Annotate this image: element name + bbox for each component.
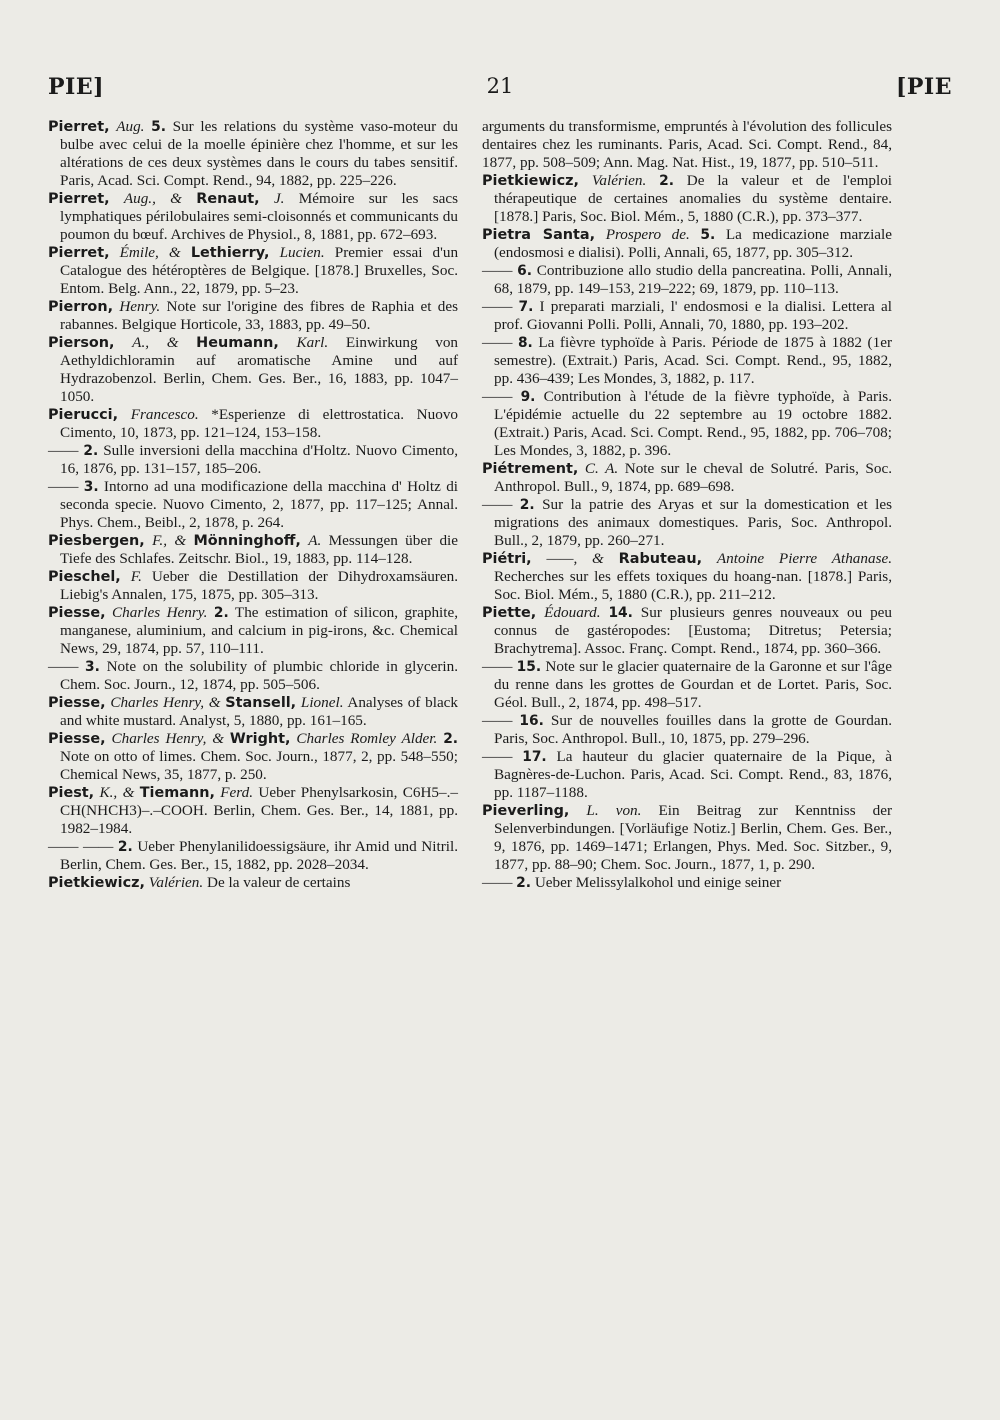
- author-surname: Pierucci,: [48, 407, 119, 423]
- entry-number: 14.: [608, 605, 633, 621]
- bib-entry: [48, 298, 458, 334]
- coauthor-surname: Tiemann,: [139, 785, 215, 801]
- coauthor-forename: J.: [273, 190, 285, 207]
- author-forename: K., &: [99, 784, 135, 801]
- entry-text: Messungen über die Tiefe des Schlafes. Zeitschr. Biol., 19, 1883, pp. 114–128.: [60, 532, 459, 567]
- page-number: 21: [486, 74, 514, 98]
- bib-entry: [48, 532, 458, 568]
- author-surname: Piétri,: [482, 551, 532, 567]
- entry-text: Contribution à l'étude de la fièvre typhoïde, à Paris. L'épidémie actuelle du 22 septembre au 19 octobre 1882. (Extrait.) Paris, Acad. Sci. Compt. Rend., 95, 1882, pp. 706–708; Les Mondes, 3, 1882, p. 396.: [494, 388, 893, 459]
- author-forename: Valérien.: [148, 874, 204, 891]
- ditto-dash: —— ——: [48, 838, 114, 855]
- coauthor-forename: Karl.: [296, 334, 329, 351]
- entry-text: Einwirkung von Aethyldichloramin auf aromatische Amine und auf Hydrazobenzol. Berlin, Chem. Ges. Ber., 16, 1883, pp. 1047–1050.: [60, 334, 459, 405]
- author-forename: ——, &: [546, 550, 604, 567]
- bib-entry: [482, 172, 892, 226]
- author-surname: Piesse,: [48, 605, 106, 621]
- author-surname: Pierret,: [48, 245, 110, 261]
- entry-text: Sur de nouvelles fouilles dans la grotte de Gourdan. Paris, Soc. Anthropol. Bull., 10, 1875, pp. 279–296.: [494, 712, 892, 747]
- author-surname: Piesbergen,: [48, 533, 145, 549]
- author-surname: Pierron,: [48, 299, 114, 315]
- coauthor-surname: Rabuteau,: [618, 551, 703, 567]
- author-surname: Pierret,: [48, 191, 110, 207]
- entry-text: De la valeur de certains: [207, 874, 351, 891]
- bib-entry: [482, 388, 892, 460]
- header-left-key: PIE]: [48, 74, 105, 100]
- entry-text: Recherches sur les effets toxiques du hoang-nan. [1878.] Paris, Soc. Biol. Mém., 5, 1880 (C.R.), pp. 211–212.: [494, 568, 892, 603]
- ditto-dash: ——: [482, 658, 513, 675]
- running-header: [48, 74, 952, 108]
- author-surname: Pieverling,: [482, 803, 570, 819]
- author-forename: A., &: [132, 334, 179, 351]
- coauthor-forename: Lionel.: [300, 694, 344, 711]
- author-forename: Charles Henry, &: [110, 694, 221, 711]
- ditto-dash: ——: [48, 478, 79, 495]
- bib-entry: [482, 262, 892, 298]
- coauthor-forename: Antoine Pierre Athanase.: [716, 550, 893, 567]
- bib-entry: [482, 496, 892, 550]
- coauthor-surname: Lethierry,: [190, 245, 270, 261]
- bib-entry: [48, 784, 458, 838]
- entry-text: Analyses of black and white mustard. Analyst, 5, 1880, pp. 161–165.: [60, 694, 459, 729]
- author-surname: Piesse,: [48, 695, 106, 711]
- author-forename: F., &: [152, 532, 187, 549]
- entry-number: 2.: [516, 875, 532, 891]
- author-surname: Pierret,: [48, 119, 110, 135]
- entry-text: Note on the solubility of plumbic chloride in glycerin. Chem. Soc. Journ., 12, 1874, pp. 505–506.: [60, 658, 459, 693]
- author-surname: Pierson,: [48, 335, 115, 351]
- ditto-dash: ——: [482, 748, 513, 765]
- bib-entry: [48, 730, 458, 784]
- entry-text: *Esperienze di elettrostatica. Nuovo Cimento, 10, 1873, pp. 121–124, 153–158.: [60, 406, 459, 441]
- coauthor-forename: Lucien.: [279, 244, 325, 261]
- author-surname: Piétrement,: [482, 461, 579, 477]
- entry-text: Sulle inversioni della macchina d'Holtz. Nuovo Cimento, 16, 1876, pp. 131–157, 185–206.: [60, 442, 459, 477]
- ditto-dash: ——: [482, 298, 513, 315]
- entry-text: La hauteur du glacier quaternaire de la Pique, à Bagnères-de-Luchon. Paris, Acad. Sci. Compt. Rend., 83, 1876, pp. 1187–1188.: [494, 748, 893, 801]
- entry-number: 2.: [83, 443, 99, 459]
- entry-number: 2.: [443, 731, 459, 747]
- entry-text: Contribuzione allo studio della pancreatina. Polli, Annali, 68, 1879, pp. 149–153, 219–222; 69, 1879, pp. 110–113.: [494, 262, 893, 297]
- bib-entry: [48, 658, 458, 694]
- coauthor-surname: Renaut,: [196, 191, 260, 207]
- bib-entry: [482, 118, 892, 172]
- ditto-dash: ——: [482, 262, 513, 279]
- entry-number: 3.: [85, 659, 100, 675]
- entry-number: 9.: [520, 389, 536, 405]
- author-surname: Pietkiewicz,: [48, 875, 145, 891]
- coauthor-forename: Charles Romley Alder.: [296, 730, 438, 747]
- entry-number: 15.: [516, 659, 542, 675]
- author-forename: Valérien.: [591, 172, 647, 189]
- bib-entry: [48, 334, 458, 406]
- ditto-dash: ——: [482, 496, 513, 513]
- entry-number: 2.: [519, 497, 535, 513]
- right-column: [482, 118, 892, 892]
- entry-text: Premier essai d'un Catalogue des hétéroptères de Belgique. [1878.] Bruxelles, Soc. Entom. Belg. Ann., 22, 1879, pp. 5–23.: [60, 244, 459, 297]
- header-right-key: [PIE: [895, 74, 952, 100]
- entry-text: Ein Beitrag zur Kenntniss der Selenverbindungen. [Vorläufige Notiz.] Berlin, Chem. Ges. Ber., 9, 1876, pp. 1469–1471; Erlangen, Phys. Med. Soc. Sitzber., 9, 1877, pp. 88–90; Chem. Soc. Journ., 1877, 1, p. 290.: [494, 802, 893, 873]
- bib-entry: [48, 244, 458, 298]
- entry-text: Ueber Phenylsarkosin, C6H5–.–CH(NHCH3)–.–COOH. Berlin, Chem. Ges. Ber., 14, 1881, pp. 1982–1984.: [60, 784, 459, 837]
- author-surname: Piest,: [48, 785, 95, 801]
- bib-entry: [48, 604, 458, 658]
- bib-entry: [482, 874, 892, 892]
- bib-entry: [482, 298, 892, 334]
- entry-number: 7.: [518, 299, 534, 315]
- entry-text: Note sur l'origine des fibres de Raphia et des rabannes. Belgique Horticole, 33, 1883, pp. 49–50.: [60, 298, 459, 333]
- ditto-dash: ——: [48, 658, 79, 675]
- entry-number: 17.: [522, 749, 547, 765]
- bib-entry: [482, 550, 892, 604]
- ditto-dash: ——: [482, 334, 513, 351]
- author-forename: Aug.: [116, 118, 145, 135]
- author-forename: Émile, &: [119, 244, 181, 261]
- entry-text: De la valeur et de l'emploi thérapeutique de certaines anomalies du système dentaire. [1878.] Paris, Soc. Biol. Mém., 5, 1880 (C.R.), pp. 373–377.: [494, 172, 893, 225]
- entry-text: Sur les relations du système vaso-moteur du bulbe avec celui de la moelle épinière chez l'homme, et sur les altérations de ces deux systèmes dans le cours du tabes sensitif. Paris, Acad. Sci. Compt. Rend., 94, 1882, pp. 225–226.: [60, 118, 459, 189]
- entry-text: Ueber Melissylalkohol und einige seiner: [534, 874, 782, 891]
- bib-entry: [482, 604, 892, 658]
- coauthor-surname: Mönninghoff,: [193, 533, 301, 549]
- entry-text: Note sur le glacier quaternaire de la Garonne et sur l'âge du renne dans les grottes de Gourdan et de Lortet. Paris, Soc. Géol. Bull., 2, 1874, pp. 498–517.: [494, 658, 892, 711]
- bib-entry: [482, 460, 892, 496]
- ditto-dash: ——: [482, 874, 513, 891]
- coauthor-surname: Heumann,: [196, 335, 279, 351]
- author-surname: Pieschel,: [48, 569, 121, 585]
- entry-text: Ueber die Destillation der Dihydroxamsäuren. Liebig's Annalen, 175, 1875, pp. 305–313.: [60, 568, 458, 603]
- author-forename: C. A.: [584, 460, 619, 477]
- coauthor-surname: Wright,: [229, 731, 291, 747]
- bib-entry: [482, 226, 892, 262]
- bib-entry: [48, 568, 458, 604]
- entry-text: Mémoire sur les sacs lymphatiques périlobulaires semi-cloisonnés et communicants du poumon du bœuf. Archives de Physiol., 8, 1881, pp. 672–693.: [60, 190, 459, 243]
- entry-text: La medicazione marziale (endosmosi e dialisi). Polli, Annali, 65, 1877, pp. 305–312.: [494, 226, 892, 261]
- author-forename: F.: [130, 568, 142, 585]
- ditto-dash: ——: [48, 442, 79, 459]
- entry-number: 2.: [659, 173, 674, 189]
- entry-text: Ueber Phenylanilidoessigsäure, ihr Amid und Nitril. Berlin, Chem. Ges. Ber., 15, 1882, pp. 2028–2034.: [60, 838, 459, 873]
- bib-entry: [482, 748, 892, 802]
- author-surname: Pietra Santa,: [482, 227, 596, 243]
- author-forename: Charles Henry.: [112, 604, 208, 621]
- entry-text: Note sur le cheval de Solutré. Paris, Soc. Anthropol. Bull., 9, 1874, pp. 689–698.: [494, 460, 893, 495]
- author-surname: Piesse,: [48, 731, 106, 747]
- entry-text: Intorno ad una modificazione della macchina d' Holtz di seconda specie. Nuovo Cimento, 2, 1877, pp. 117–125; Annal. Phys. Chem., Beibl., 2, 1878, p. 264.: [60, 478, 459, 531]
- entry-text: I preparati marziali, l' endosmosi e la dialisi. Lettera al prof. Giovanni Polli. Polli, Annali, 70, 1880, pp. 193–202.: [494, 298, 893, 333]
- author-surname: Piette,: [482, 605, 537, 621]
- entry-text: Sur la patrie des Aryas et sur la domestication et les migrations des animaux domestiques. Paris, Soc. Anthropol. Bull., 2, 1879, pp. 260–271.: [494, 496, 893, 549]
- ditto-dash: ——: [482, 388, 513, 405]
- author-forename: L. von.: [586, 802, 642, 819]
- entry-number: 16.: [519, 713, 544, 729]
- bib-entry: [482, 658, 892, 712]
- author-forename: Francesco.: [130, 406, 199, 423]
- author-forename: Aug., &: [123, 190, 182, 207]
- bib-entry: [482, 334, 892, 388]
- entry-number: 5.: [151, 119, 166, 135]
- entry-text: arguments du transformisme, empruntés à l'évolution des follicules dentaires chez les ruminants. Paris, Acad. Sci. Compt. Rend., 84, 1877, pp. 508–509; Ann. Mag. Nat. Hist., 19, 1877, pp. 510–511.: [482, 118, 892, 171]
- coauthor-forename: Ferd.: [220, 784, 254, 801]
- author-forename: Édouard.: [544, 604, 601, 621]
- author-forename: Prospero de.: [605, 226, 690, 243]
- entry-text: Sur plusieurs genres nouveaux ou peu connus de gastéropodes: [Eustoma; Ditretus; Petersia; Brachytrema]. Assoc. Franç. Compt. Rend., 1874, pp. 360–366.: [494, 604, 893, 657]
- author-surname: Pietkiewicz,: [482, 173, 579, 189]
- left-column: [48, 118, 458, 892]
- bib-entry: [48, 118, 458, 190]
- entry-text: The estimation of silicon, graphite, manganese, aluminium, and calcium in pig-irons, &c. Chemical News, 29, 1874, pp. 57, 110–111.: [60, 604, 459, 657]
- author-forename: Henry.: [119, 298, 161, 315]
- coauthor-forename: A.: [308, 532, 322, 549]
- entry-text: La fièvre typhoïde à Paris. Période de 1875 à 1882 (1er semestre). (Extrait.) Paris, Acad. Sci. Compt. Rend., 95, 1882, pp. 436–439; Les Mondes, 3, 1882, p. 117.: [494, 334, 893, 387]
- ditto-dash: ——: [482, 712, 513, 729]
- entry-number: 8.: [517, 335, 533, 351]
- entry-number: 3.: [83, 479, 99, 495]
- entry-number: 5.: [700, 227, 716, 243]
- coauthor-surname: Stansell,: [225, 695, 297, 711]
- bib-entry: [482, 802, 892, 874]
- bib-entry: [48, 406, 458, 442]
- entry-number: 6.: [517, 263, 532, 279]
- author-forename: Charles Henry, &: [111, 730, 225, 747]
- bib-entry: [48, 838, 458, 874]
- entry-number: 2.: [117, 839, 133, 855]
- bib-entry: [482, 712, 892, 748]
- bib-entry: [48, 190, 458, 244]
- entry-number: 2.: [213, 605, 229, 621]
- bib-entry: [48, 694, 458, 730]
- bib-entry: [48, 442, 458, 478]
- entry-text: Note on otto of limes. Chem. Soc. Journ., 1877, 2, pp. 548–550; Chemical News, 35, 1877, p. 250.: [60, 748, 458, 783]
- bib-entry: [48, 478, 458, 532]
- bib-entry: [48, 874, 458, 892]
